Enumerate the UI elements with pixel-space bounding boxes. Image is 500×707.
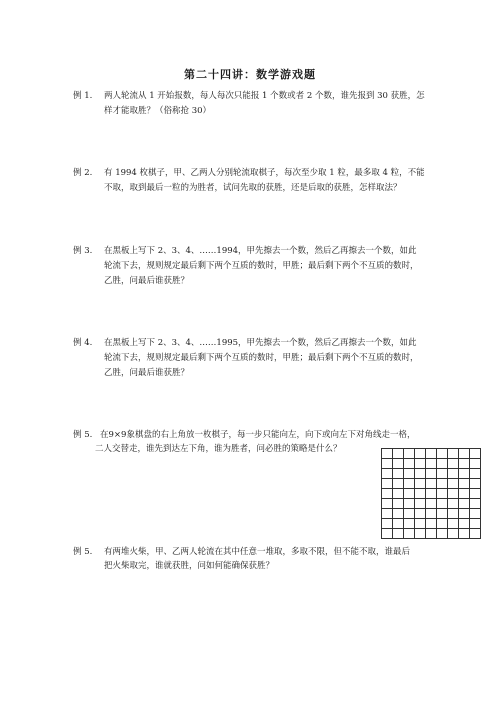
board-cell (404, 499, 415, 509)
board-cell (382, 449, 393, 459)
board-cell (459, 499, 470, 509)
board-cell (426, 499, 437, 509)
board-cell (393, 469, 404, 479)
board-cell (393, 449, 404, 459)
board-cell (415, 519, 426, 529)
board-cell (404, 489, 415, 499)
board-cell (426, 479, 437, 489)
board-cell (448, 529, 459, 539)
board-cell (448, 509, 459, 519)
board-cell (404, 449, 415, 459)
board-cell (393, 519, 404, 529)
board-cell (448, 499, 459, 509)
board-cell (437, 469, 448, 479)
board-cell (426, 529, 437, 539)
example-1-label: 例 1. (73, 91, 93, 101)
board-cell (404, 509, 415, 519)
example-3-line-3: 乙胜，问最后谁获胜？ (104, 276, 190, 286)
board-cell (415, 529, 426, 539)
board-cell (415, 449, 426, 459)
board-cell (470, 489, 481, 499)
board-cell (382, 469, 393, 479)
board-row (382, 529, 481, 539)
board-cell (404, 469, 415, 479)
board-cell (426, 459, 437, 469)
board-cell (415, 489, 426, 499)
board-cell (437, 529, 448, 539)
page-title: 第二十四讲：数学游戏题 (184, 68, 316, 81)
board-cell (459, 509, 470, 519)
board-cell (448, 469, 459, 479)
example-1-line-2: 样才能取胜？（俗称抢 30） (104, 106, 212, 116)
board-cell (459, 449, 470, 459)
board-cell (437, 479, 448, 489)
example-6-line-1: 有两堆火柴，甲、乙两人轮流在其中任意一堆取，多取不限，但不能不取，谁最后 (104, 547, 411, 557)
example-4-line-2: 轮流下去，规则规定最后剩下两个互质的数时，甲胜；最后剩下两个不互质的数时， (104, 353, 419, 363)
board-cell (470, 499, 481, 509)
example-4-label: 例 4. (73, 338, 93, 348)
board-cell (404, 459, 415, 469)
board-cell (426, 469, 437, 479)
board-cell (426, 449, 437, 459)
board-cell (470, 479, 481, 489)
example-3-line-2: 轮流下去，规则规定最后剩下两个互质的数时，甲胜；最后剩下两个不互质的数时， (104, 261, 419, 271)
board-cell (437, 519, 448, 529)
example-4-line-1: 在黑板上写下 2、3、4、……1995，甲先擦去一个数，然后乙再擦去一个数，如此 (104, 338, 417, 348)
example-2-label: 例 2. (73, 168, 93, 178)
board-row (382, 479, 481, 489)
board-cell (437, 459, 448, 469)
example-2-line-1: 有 1994 枚棋子，甲、乙两人分别轮流取棋子，每次至少取 1 粒，最多取 4 粒，不能 (104, 168, 425, 178)
example-6-line-2: 把火柴取完，谁就获胜，问如何能确保获胜？ (104, 561, 275, 571)
board-cell (393, 459, 404, 469)
board-cell (470, 509, 481, 519)
board-cell (382, 479, 393, 489)
board-cell (382, 489, 393, 499)
board-cell (415, 479, 426, 489)
board-cell (470, 529, 481, 539)
board-row (382, 499, 481, 509)
board-cell (393, 479, 404, 489)
board-cell (470, 519, 481, 529)
board-cell (448, 489, 459, 499)
board-cell (426, 489, 437, 499)
board-cell (459, 489, 470, 499)
board-cell (470, 459, 481, 469)
board-row (382, 469, 481, 479)
board-cell (437, 489, 448, 499)
board-cell (437, 449, 448, 459)
example-5-line-1: 在9×9象棋盘的右上角放一枚棋子，每一步只能向左，向下或向左下对角线走一格， (100, 430, 416, 440)
board-cell (415, 509, 426, 519)
board-cell (470, 469, 481, 479)
board-row (382, 449, 481, 459)
board-cell (426, 509, 437, 519)
board-cell (459, 479, 470, 489)
board-cell (393, 529, 404, 539)
example-5-label: 例 5. (73, 430, 93, 440)
board-cell (459, 469, 470, 479)
example-3-label: 例 3. (73, 246, 93, 256)
board-cell (382, 459, 393, 469)
example-3-line-1: 在黑板上写下 2、3、4、……1994，甲先擦去一个数，然后乙再擦去一个数，如此 (104, 246, 417, 256)
board-cell (448, 449, 459, 459)
board-cell (393, 499, 404, 509)
example-4-line-3: 乙胜，问最后谁获胜？ (104, 368, 190, 378)
board-cell (393, 489, 404, 499)
board-cell (448, 459, 459, 469)
board-cell (470, 449, 481, 459)
board-cell (459, 459, 470, 469)
board-cell (415, 469, 426, 479)
board-cell (382, 499, 393, 509)
example-2-line-2: 不取，取到最后一粒的为胜者，试问先取的获胜，还是后取的获胜，怎样取法？ (104, 183, 402, 193)
board-cell (404, 479, 415, 489)
board-cell (382, 519, 393, 529)
example-6-label: 例 5. (73, 547, 93, 557)
chessboard-grid (381, 448, 481, 539)
board-row (382, 489, 481, 499)
board-cell (404, 519, 415, 529)
board-cell (393, 509, 404, 519)
board-cell (437, 499, 448, 509)
board-cell (415, 459, 426, 469)
board-row (382, 509, 481, 519)
board-cell (382, 529, 393, 539)
board-row (382, 519, 481, 529)
example-1-line-1: 两人轮流从 1 开始报数，每人每次只能报 1 个数或者 2 个数，谁先报到 30 获胜，怎 (104, 91, 425, 101)
board-cell (382, 509, 393, 519)
board-cell (426, 519, 437, 529)
board-row (382, 459, 481, 469)
board-cell (404, 529, 415, 539)
board-cell (415, 499, 426, 509)
board-cell (459, 529, 470, 539)
board-cell (437, 509, 448, 519)
example-5-line-2: 二人交替走，谁先到达左下角，谁为胜者，问必胜的策略是什么？ (95, 444, 342, 454)
board-cell (459, 519, 470, 529)
board-cell (448, 479, 459, 489)
board-cell (448, 519, 459, 529)
